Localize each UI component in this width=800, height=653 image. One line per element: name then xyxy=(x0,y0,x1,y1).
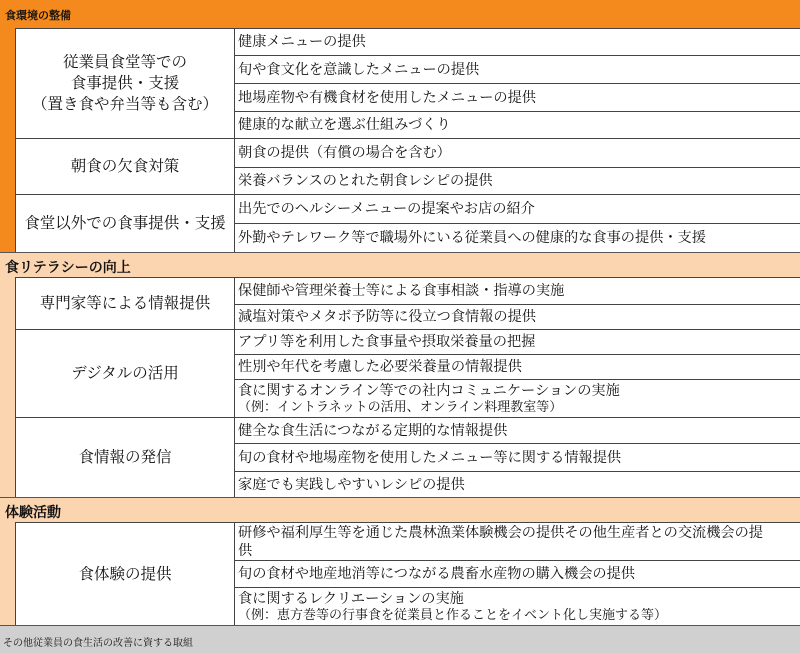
list-item: 朝食の提供（有償の場合を含む） xyxy=(235,139,800,168)
section-stripe xyxy=(0,28,15,252)
list-item: 旬の食材や地産地消等につながる農畜水産物の購入機会の提供 xyxy=(235,561,800,588)
list-item: 家庭でも実践しやすいレシピの提供 xyxy=(235,472,800,498)
list-item: 減塩対策やメタボ予防等に役立つ食情報の提供 xyxy=(235,305,800,330)
list-item: 健全な食生活につながる定期的な情報提供 xyxy=(235,418,800,444)
list-item: 研修や福利厚生等を通じた農林漁業体験機会の提供その他生産者との交流機会の提 供 xyxy=(235,523,800,561)
list-item: 健康メニューの提供 xyxy=(235,29,800,56)
section-header-food-literacy xyxy=(0,252,800,277)
section-title: 体験活動 xyxy=(5,505,61,521)
footer-other-initiatives xyxy=(0,625,800,653)
category-digital: デジタルの活用 xyxy=(16,330,235,418)
list-item: 出先でのヘルシーメニューの提案やお店の紹介 xyxy=(235,195,800,224)
section-title: 食環境の整備 xyxy=(5,9,71,22)
category-experts: 専門家等による情報提供 xyxy=(16,278,235,330)
section-header-experience xyxy=(0,497,800,522)
list-item: 性別や年代を考慮した必要栄養量の情報提供 xyxy=(235,355,800,380)
list-item: 食に関するレクリエーションの実施 （例：恵方巻等の行事食を従業員と作ることをイベント化し実施する等） xyxy=(235,588,800,626)
category-cafeteria: 従業員食堂等での 食事提供・支援 （置き食や弁当等も含む） xyxy=(16,29,235,139)
list-item: 食に関するオンライン等での社内コミュニケーションの実施 （例：イントラネットの活用、オンライン料理教室等） xyxy=(235,380,800,418)
section-stripe xyxy=(0,522,15,625)
table-food-environment xyxy=(15,28,800,253)
section-stripe xyxy=(0,277,15,497)
table-food-literacy xyxy=(15,277,800,498)
list-item: 旬や食文化を意識したメニューの提供 xyxy=(235,56,800,84)
list-item: 栄養バランスのとれた朝食レシピの提供 xyxy=(235,168,800,195)
category-food-experience: 食体験の提供 xyxy=(16,523,235,626)
list-item: 外勤やテレワーク等で職場外にいる従業員への健康的な食事の提供・支援 xyxy=(235,224,800,253)
list-item: 健康的な献立を選ぶ仕組みづくり xyxy=(235,112,800,139)
table-experience xyxy=(15,522,800,626)
list-item: 保健師や管理栄養士等による食事相談・指導の実施 xyxy=(235,278,800,305)
footer-label: その他従業員の食生活の改善に資する取組 xyxy=(3,638,193,649)
list-item: 旬の食材や地場産物を使用したメニュー等に関する情報提供 xyxy=(235,444,800,472)
list-item: アプリ等を利用した食事量や摂取栄養量の把握 xyxy=(235,330,800,355)
section-title: 食リテラシーの向上 xyxy=(5,260,131,276)
section-header-food-environment xyxy=(0,0,800,28)
list-item: 地場産物や有機食材を使用したメニューの提供 xyxy=(235,84,800,112)
category-breakfast: 朝食の欠食対策 xyxy=(16,139,235,195)
category-info-dissemination: 食情報の発信 xyxy=(16,418,235,498)
category-outside-cafeteria: 食堂以外での食事提供・支援 xyxy=(16,195,235,253)
